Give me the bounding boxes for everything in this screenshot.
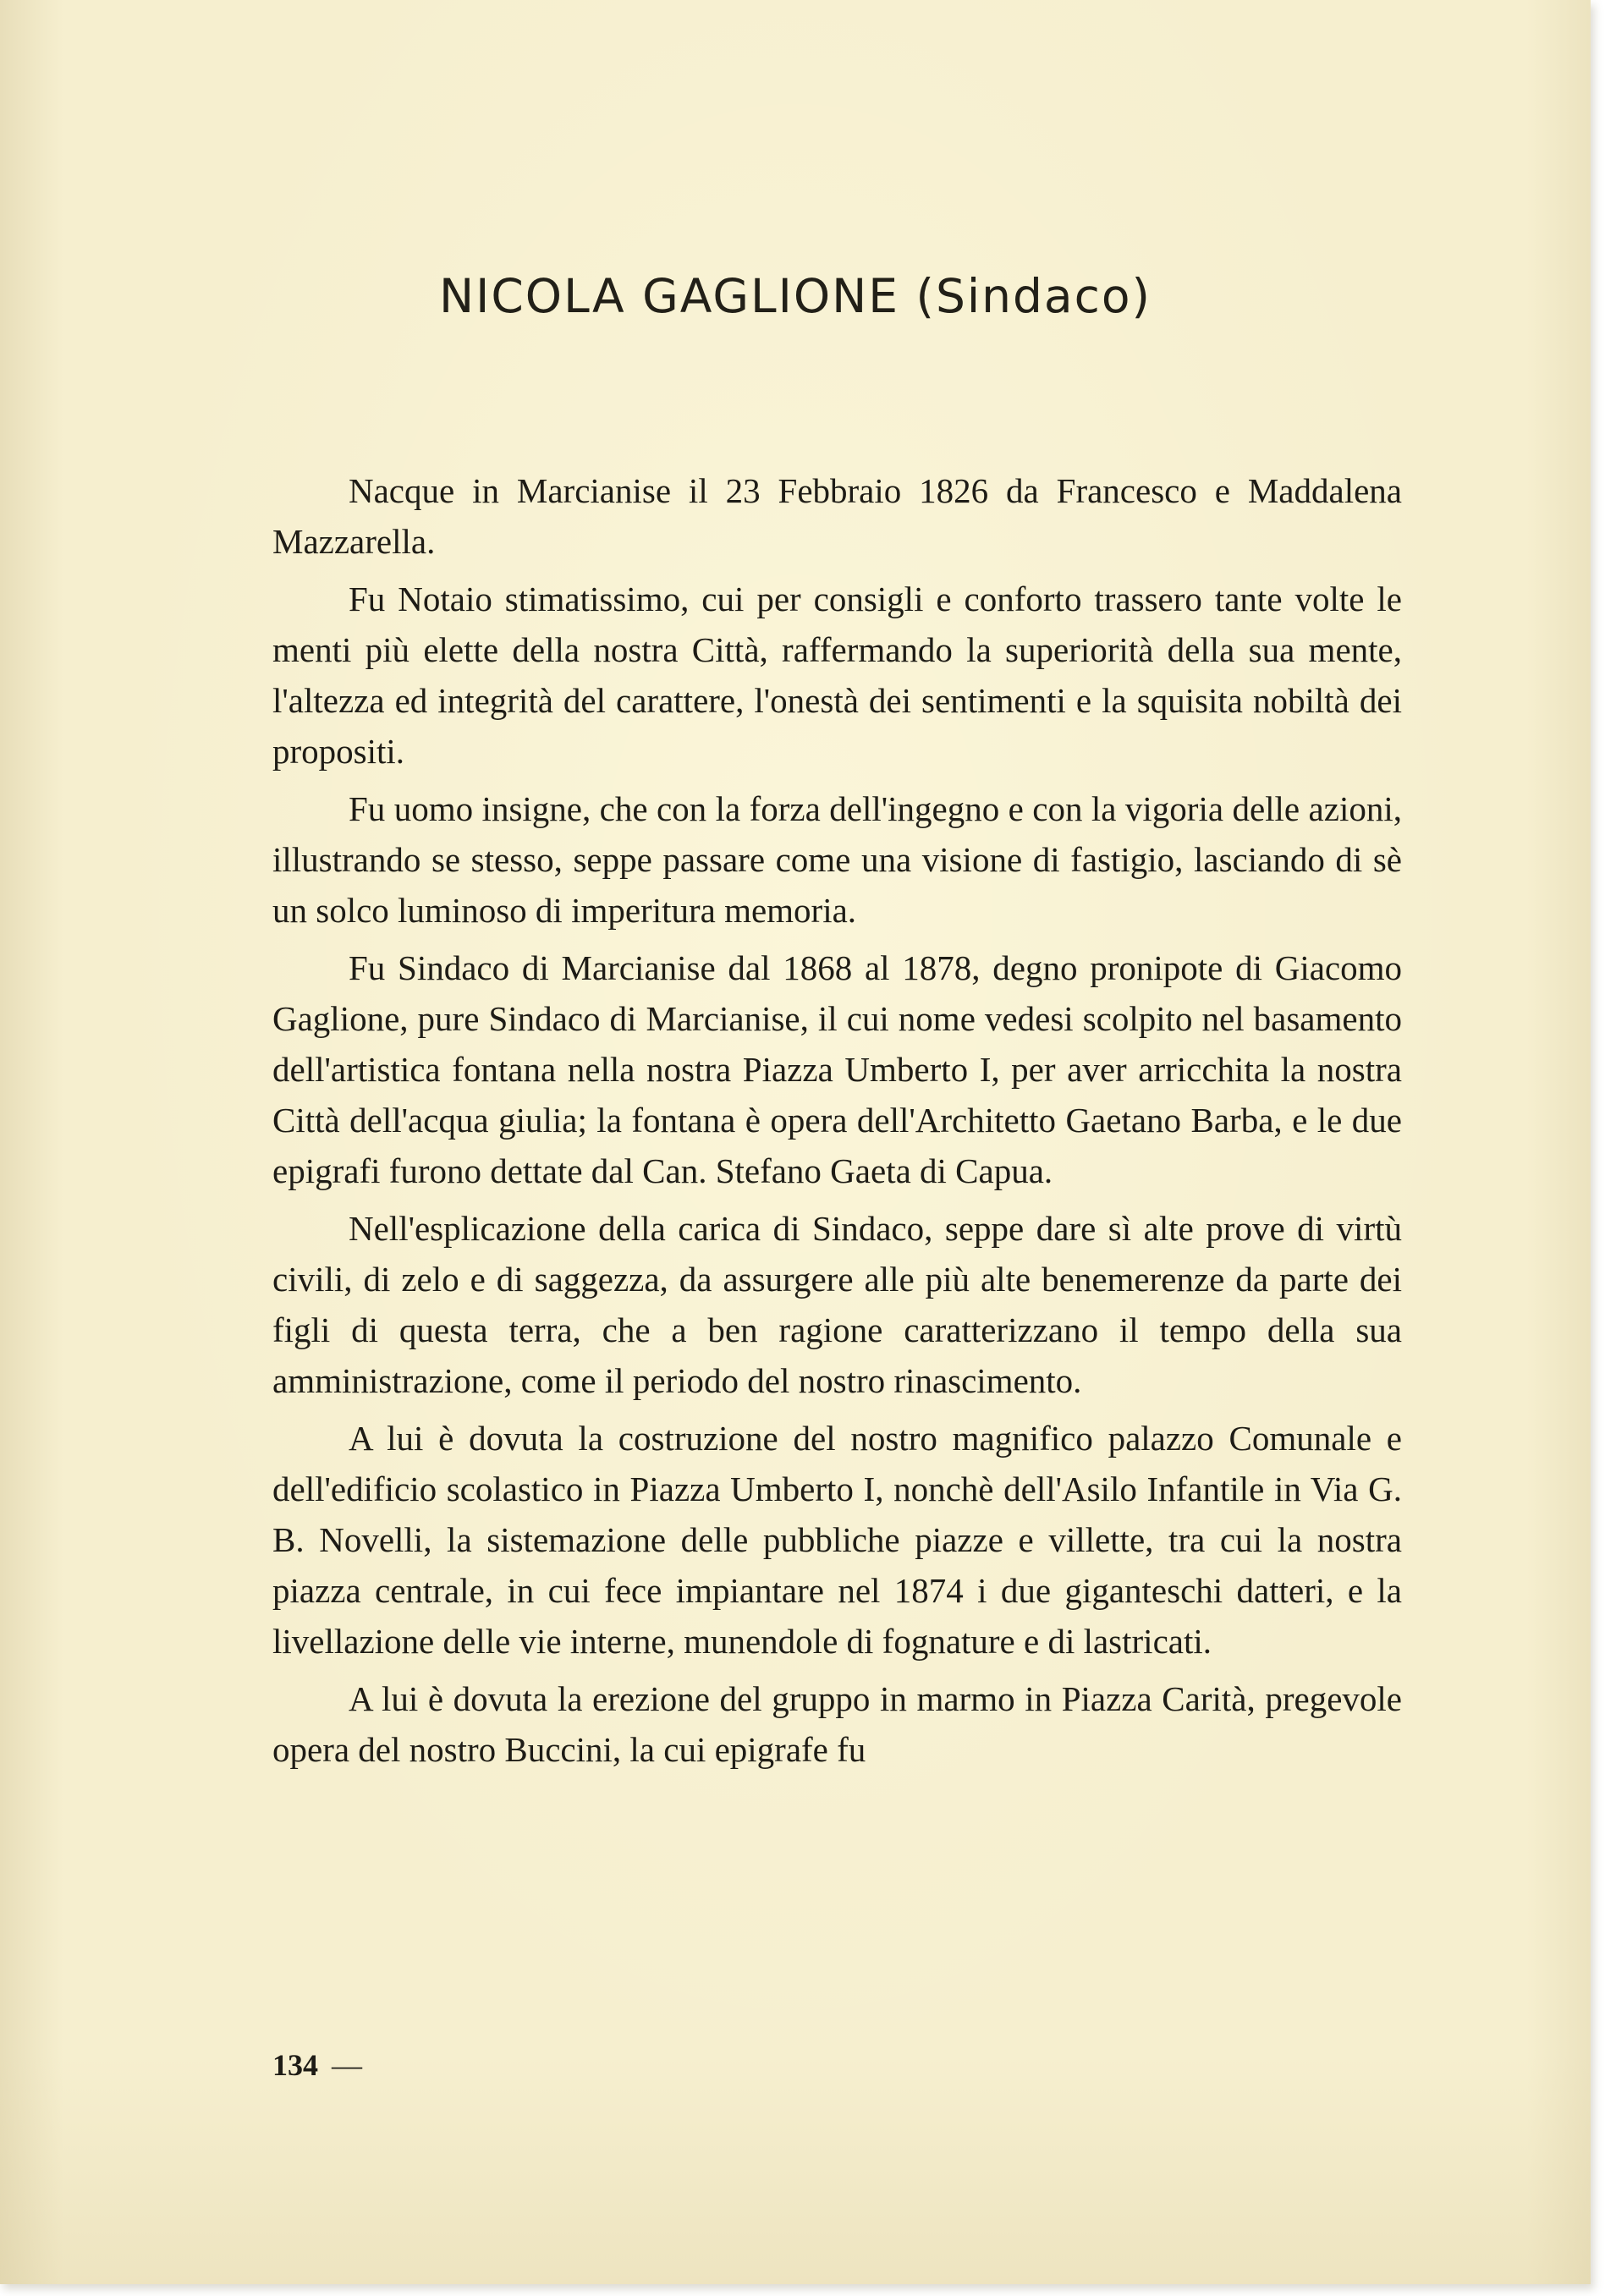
- page-footer: [272, 2047, 362, 2083]
- page-number-dash: —: [332, 2048, 362, 2082]
- page-number: 134: [272, 2048, 318, 2082]
- paragraph-1: Nacque in Marcianise il 23 Febbraio 1826 da Francesco e Maddalena Mazzarella.: [272, 471, 1402, 561]
- page-title: NICOLA GAGLIONE (Sindaco): [439, 269, 1152, 323]
- paragraph-6: A lui è dovuta la costruzione del nostro magnifico palazzo Comunale e dell'edificio scolastico in Piazza Umberto I, nonchè dell'Asilo Infantile in Via G. B. Novelli, la sistemazione delle pubbliche piazze e villette, tra cui la nostra piazza centrale, in cui fece impiantare nel 1874 i due giganteschi datteri, e la livellazione delle vie interne, munendole di fognature e di lastricati.: [272, 1419, 1402, 1661]
- article-body: [272, 465, 1402, 1782]
- paragraph-3: Fu uomo insigne, che con la forza dell'ingegno e con la vigoria delle azioni, illustrando se stesso, seppe passare come una visione di fastigio, lasciando di sè un solco luminoso di imperitura memoria.: [272, 789, 1402, 930]
- paragraph-4: Fu Sindaco di Marcianise dal 1868 al 1878, degno pronipote di Giacomo Gaglione, pure Sindaco di Marcianise, il cui nome vedesi scolpito nel basamento dell'artistica fontana nella nostra Piazza Umberto I, per aver arricchita la nostra Città dell'acqua giulia; la fontana è opera dell'Architetto Gaetano Barba, e le due epigrafi furono dettate dal Can. Stefano Gaeta di Capua.: [272, 948, 1402, 1190]
- paragraph-5: Nell'esplicazione della carica di Sindaco, seppe dare sì alte prove di virtù civili, di zelo e di saggezza, da assurgere alle più alte benemerenze da parte dei figli di questa terra, che a ben ragione caratterizzano il tempo della sua amministrazione, come il periodo del nostro rinascimento.: [272, 1209, 1402, 1400]
- paragraph-2: Fu Notaio stimatissimo, cui per consigli e conforto trassero tante volte le menti più elette della nostra Città, raffermando la superiorità della sua mente, l'altezza ed integrità del carattere, l'onestà dei sentimenti e la squisita nobiltà dei propositi.: [272, 579, 1402, 771]
- paragraph-7: A lui è dovuta la erezione del gruppo in marmo in Piazza Carità, pregevole opera del nostro Buccini, la cui epigrafe fu: [272, 1679, 1402, 1769]
